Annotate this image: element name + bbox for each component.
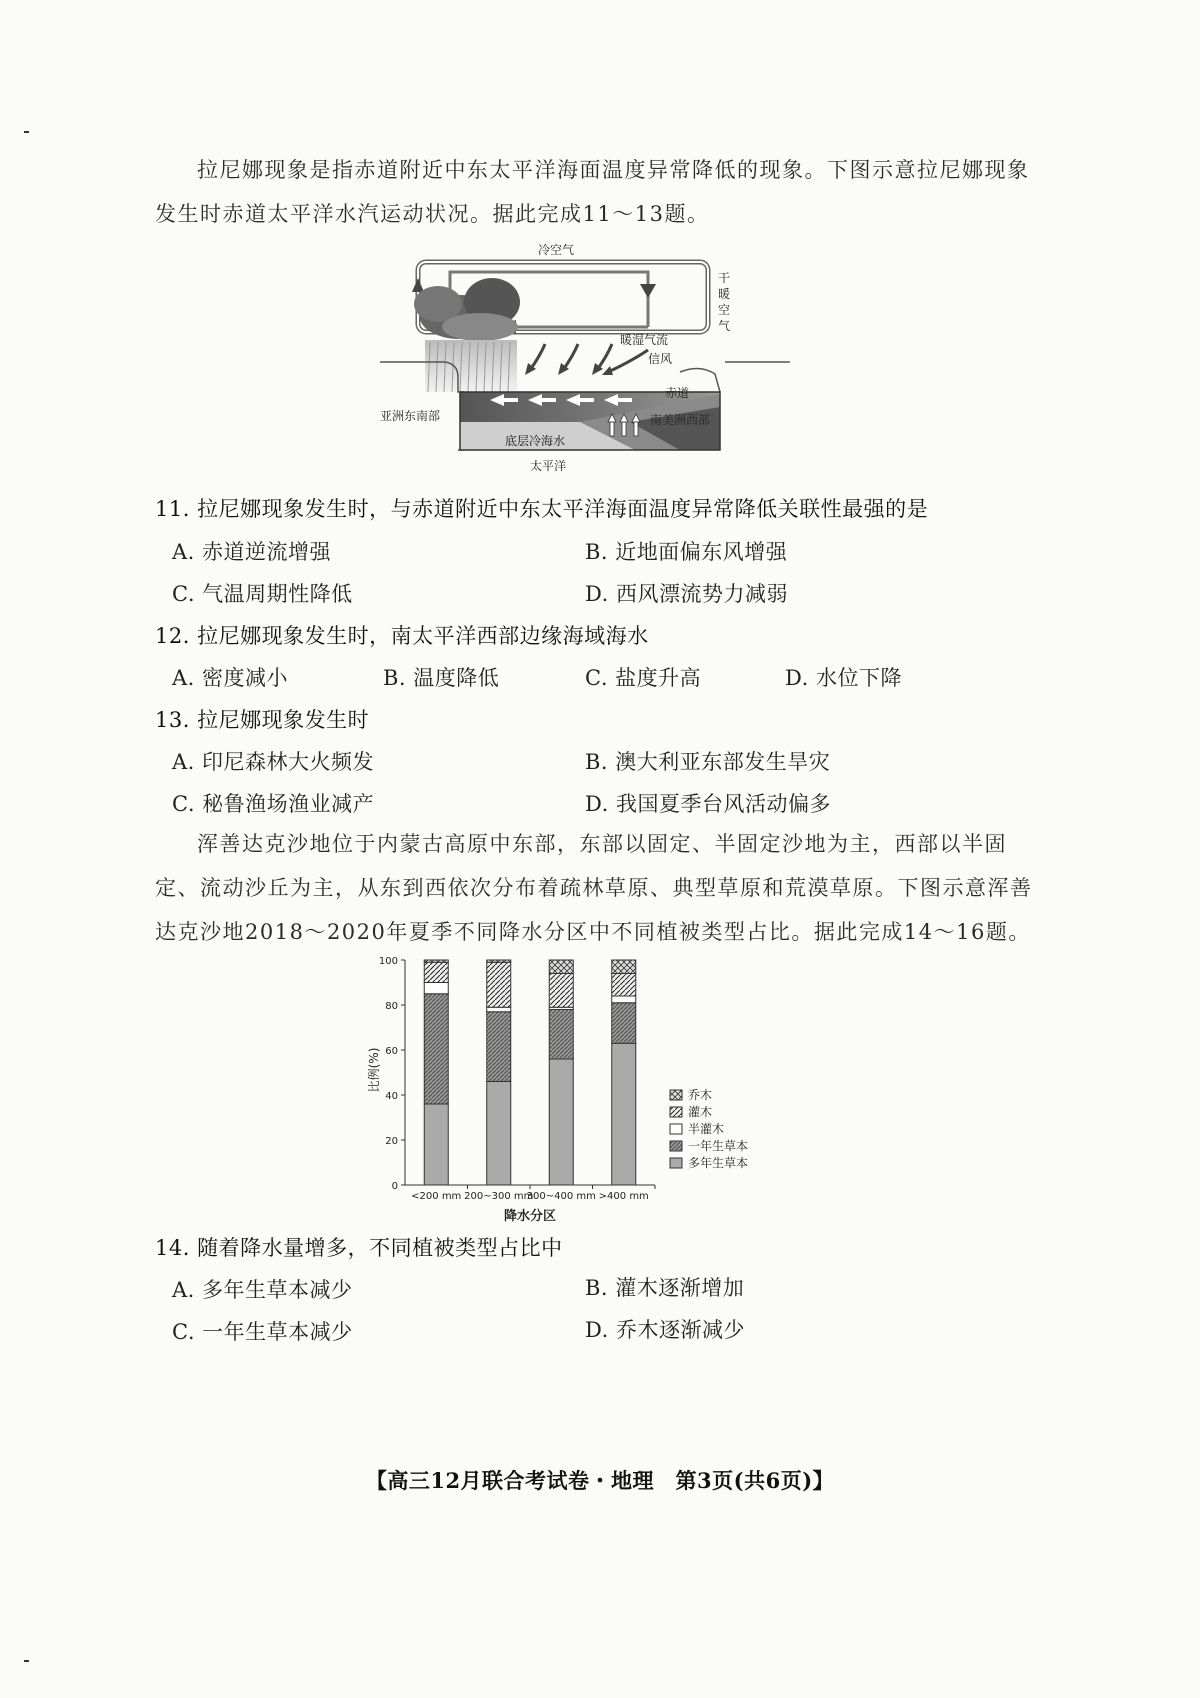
chart-bar-segment <box>612 1043 636 1185</box>
q14-option-d[interactable]: D. 乔木逐渐减少 <box>585 1318 745 1342</box>
chart-bar-segment <box>612 974 636 997</box>
q14-option-a[interactable]: A. 多年生草本减少 <box>172 1278 353 1302</box>
label-warm-moist-flow: 暖湿气流 <box>620 333 669 347</box>
chart-bar-segment <box>549 1010 573 1060</box>
q11-option-c[interactable]: C. 气温周期性降低 <box>172 582 353 606</box>
chart-x-tick-label: 300~400 mm <box>526 1191 596 1202</box>
label-cold-air: 冷空气 <box>538 243 575 257</box>
chart-bar-segment <box>487 962 511 1007</box>
label-dry-warm-air-2: 暖 <box>718 287 731 301</box>
label-asia-southeast: 亚洲东南部 <box>380 409 441 423</box>
label-trade-wind: 信风 <box>648 352 673 366</box>
question-11-stem: 11. 拉尼娜现象发生时，与赤道附近中东太平洋海面温度异常降低关联性最强的是 <box>155 497 929 521</box>
label-equator: 赤道 <box>665 386 690 400</box>
label-dry-warm-air-3: 空 <box>718 303 731 317</box>
chart-bar-segment <box>612 1003 636 1044</box>
scan-mark <box>24 131 29 133</box>
chart-legend-label: 半灌木 <box>688 1122 725 1136</box>
chart-bar-segment <box>487 1082 511 1186</box>
chart-legend-swatch <box>670 1141 682 1151</box>
chart-y-tick-label: 20 <box>385 1136 398 1147</box>
label-dry-warm-air-1: 干 <box>718 271 731 285</box>
chart-bar-segment <box>487 960 511 962</box>
chart-y-tick-label: 60 <box>385 1046 398 1057</box>
q11-option-b[interactable]: B. 近地面偏东风增强 <box>585 540 788 564</box>
intro-paragraph-2: 浑善达克沙地位于内蒙古高原中东部，东部以固定、半固定沙地为主，西部以半固定、流动沙丘为主，从东到西依次分布着疏林草原、典型草原和荒漠草原。下图示意浑善达克沙地2018～2020年夏季不同降水分区中不同植被类型占比。据此完成14～16题。 <box>155 832 1033 944</box>
vegetation-stacked-bar-chart <box>360 950 760 1230</box>
chart-bar-segment <box>487 1012 511 1082</box>
chart-y-tick-label: 0 <box>391 1181 398 1192</box>
chart-legend-label: 灌木 <box>688 1105 713 1119</box>
q11-option-d[interactable]: D. 西风漂流势力减弱 <box>585 582 788 606</box>
chart-legend-label: 多年生草本 <box>688 1156 749 1170</box>
chart-legend-swatch <box>670 1107 682 1117</box>
chart-y-label: 比例(%) <box>367 1047 381 1093</box>
q12-option-b[interactable]: B. 温度降低 <box>383 666 500 690</box>
q13-option-a[interactable]: A. 印尼森林大火频发 <box>172 750 375 774</box>
chart-legend-label: 一年生草本 <box>688 1139 749 1153</box>
q14-option-b[interactable]: B. 灌木逐渐增加 <box>585 1276 745 1300</box>
scan-mark <box>24 1660 29 1662</box>
chart-x-tick-label: <200 mm <box>411 1191 462 1202</box>
label-bottom-cold-water: 底层冷海水 <box>505 434 566 448</box>
chart-bar-segment <box>549 960 573 974</box>
chart-x-tick-label: 200~300 mm <box>464 1191 534 1202</box>
question-14-stem: 14. 随着降水量增多，不同植被类型占比中 <box>155 1236 563 1260</box>
q12-option-c[interactable]: C. 盐度升高 <box>585 666 702 690</box>
chart-bar-segment <box>612 996 636 1003</box>
chart-x-label: 降水分区 <box>503 1209 557 1224</box>
question-12-stem: 12. 拉尼娜现象发生时，南太平洋西部边缘海域海水 <box>155 624 649 648</box>
chart-bar-segment <box>424 962 448 982</box>
label-pacific: 太平洋 <box>530 459 567 473</box>
chart-bar-segment <box>424 994 448 1104</box>
chart-y-tick-label: 40 <box>385 1091 398 1102</box>
q13-option-c[interactable]: C. 秘鲁渔场渔业减产 <box>172 792 375 816</box>
chart-legend-swatch <box>670 1124 682 1134</box>
page-footer: 【高三12月联合考试卷・地理 第3页(共6页)】 <box>365 1468 835 1493</box>
chart-x-tick-label: >400 mm <box>598 1191 649 1202</box>
chart-y-tick-label: 80 <box>385 1001 398 1012</box>
question-13-stem: 13. 拉尼娜现象发生时 <box>155 708 370 732</box>
q13-option-b[interactable]: B. 澳大利亚东部发生旱灾 <box>585 750 831 774</box>
chart-y-tick-label: 100 <box>378 956 398 967</box>
chart-bar-segment <box>549 1059 573 1185</box>
q11-option-a[interactable]: A. 赤道逆流增强 <box>172 540 332 564</box>
q12-option-a[interactable]: A. 密度减小 <box>172 666 289 690</box>
chart-bar-segment <box>549 974 573 1008</box>
chart-bar-segment <box>424 1104 448 1185</box>
la-nina-diagram <box>380 232 790 487</box>
chart-bar-segment <box>487 1007 511 1012</box>
chart-bar-segment <box>424 960 448 962</box>
label-dry-warm-air-4: 气 <box>718 319 731 333</box>
q14-option-c[interactable]: C. 一年生草本减少 <box>172 1320 353 1344</box>
chart-legend-label: 乔木 <box>688 1088 713 1102</box>
intro-paragraph-1: 拉尼娜现象是指赤道附近中东太平洋海面温度异常降低的现象。下图示意拉尼娜现象发生时赤道太平洋水汽运动状况。据此完成11～13题。 <box>155 158 1030 226</box>
label-south-america-west: 南美洲西部 <box>650 413 711 427</box>
chart-legend-swatch <box>670 1090 682 1100</box>
rain-icon <box>425 340 517 392</box>
chart-legend-swatch <box>670 1158 682 1168</box>
q12-option-d[interactable]: D. 水位下降 <box>785 666 902 690</box>
q13-option-d[interactable]: D. 我国夏季台风活动偏多 <box>585 792 831 816</box>
chart-bar-segment <box>424 983 448 994</box>
chart-bar-segment <box>612 960 636 974</box>
